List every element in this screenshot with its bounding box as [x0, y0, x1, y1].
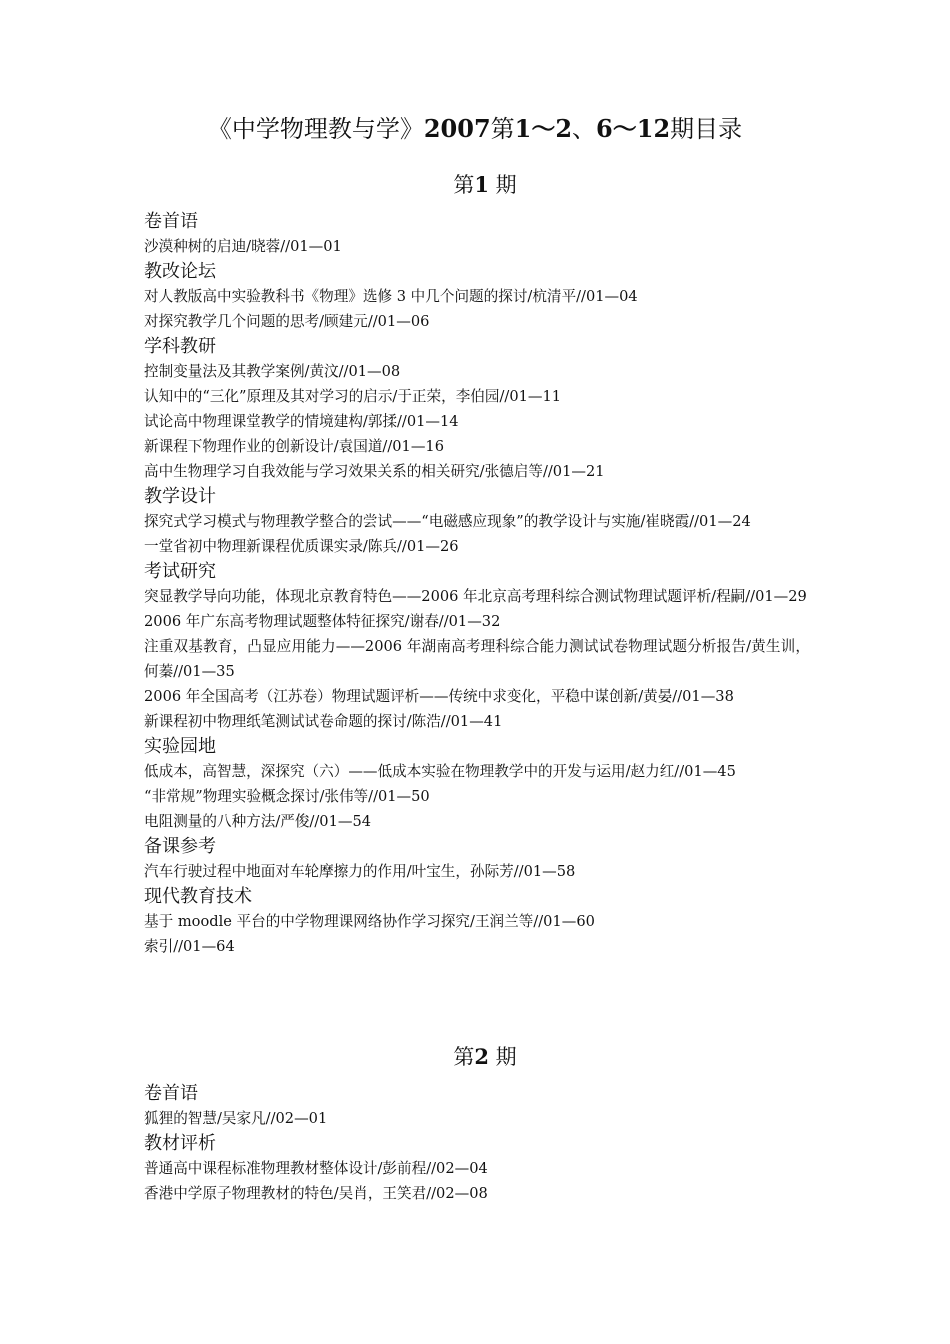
toc-entry: 沙漠种树的启迪/晓蓉//01—01	[144, 238, 342, 255]
toc-entry: 认知中的“三化”原理及其对学习的启示/于正荣，李伯园//01—11	[144, 388, 562, 405]
issue-1-contents	[144, 209, 810, 959]
section-heading: 学科教研	[144, 336, 216, 357]
section-heading: 教改论坛	[144, 261, 216, 282]
title-range-1: 1～2	[514, 114, 573, 143]
section-heading: 考试研究	[144, 561, 216, 582]
toc-entry: 探究式学习模式与物理教学整合的尝试——“电磁感应现象”的教学设计与实施/崔晓霞//01—24	[144, 513, 751, 530]
toc-entry: 对人教版高中实验教科书《物理》选修 3 中几个问题的探讨/杭清平//01—04	[144, 288, 638, 305]
document-title	[0, 112, 950, 146]
toc-entry: 突显教学导向功能，体现北京教育特色——2006 年北京高考理科综合测试物理试题评析/程嗣//01—29	[144, 588, 807, 605]
section-heading: 卷首语	[144, 211, 198, 232]
title-journal-name: 《中学物理教与学》	[207, 115, 424, 143]
toc-entry: 基于 moodle 平台的中学物理课网络协作学习探究/王润兰等//01—60	[144, 913, 595, 930]
toc-entry: 新课程初中物理纸笔测试试卷命题的探讨/陈浩//01—41	[144, 713, 503, 730]
section-heading: 教学设计	[144, 486, 216, 507]
section-heading: 现代教育技术	[144, 886, 252, 907]
issue-heading-pre: 第	[453, 1045, 475, 1069]
issue-2-heading	[0, 1042, 950, 1072]
toc-entry: 2006 年全国高考（江苏卷）物理试题评析——传统中求变化，平稳中谋创新/黄晏//01—38	[144, 688, 734, 705]
toc-entry: 狐狸的智慧/吴家凡//02—01	[144, 1110, 328, 1127]
toc-entry: 新课程下物理作业的创新设计/袁国道//01—16	[144, 438, 444, 455]
toc-entry: 汽车行驶过程中地面对车轮摩擦力的作用/叶宝生，孙际芳//01—58	[144, 863, 576, 880]
toc-entry: 一堂省初中物理新课程优质课实录/陈兵//01—26	[144, 538, 459, 555]
section-heading: 教材评析	[144, 1133, 216, 1154]
toc-entry: 索引//01—64	[144, 938, 235, 955]
toc-entry: 普通高中课程标准物理教材整体设计/彭前程//02—04	[144, 1160, 488, 1177]
issue-1-heading	[0, 170, 950, 200]
toc-entry: 控制变量法及其教学案例/黄汶//01—08	[144, 363, 401, 380]
title-year: 2007	[423, 114, 491, 143]
toc-entry: 高中生物理学习自我效能与学习效果关系的相关研究/张德启等//01—21	[144, 463, 605, 480]
section-heading: 实验园地	[144, 736, 216, 757]
toc-entry: 电阻测量的八种方法/严俊//01—54	[144, 813, 372, 830]
section-heading: 卷首语	[144, 1083, 198, 1104]
title-separator: 、	[572, 115, 597, 143]
title-tail: 期目录	[670, 115, 743, 143]
toc-entry: 香港中学原子物理教材的特色/吴肖，王笑君//02—08	[144, 1185, 488, 1202]
section-heading: 备课参考	[144, 836, 216, 857]
issue-heading-post: 期	[495, 173, 517, 197]
title-di: 第	[490, 115, 515, 143]
issue-heading-pre: 第	[453, 173, 475, 197]
issue-number: 2	[474, 1044, 489, 1069]
issue-heading-post: 期	[495, 1045, 517, 1069]
issue-2-contents	[144, 1081, 810, 1206]
toc-entry: “非常规”物理实验概念探讨/张伟等//01—50	[144, 788, 430, 805]
toc-entry: 低成本，高智慧，深探究（六）——低成本实验在物理教学中的开发与运用/赵力红//01—45	[144, 763, 736, 780]
toc-entry: 试论高中物理课堂教学的情境建构/郭揉//01—14	[144, 413, 459, 430]
title-range-2: 6～12	[596, 114, 671, 143]
toc-entry: 2006 年广东高考物理试题整体特征探究/谢春//01—32	[144, 613, 501, 630]
toc-entry: 对探究教学几个问题的思考/顾建元//01—06	[144, 313, 430, 330]
toc-entry: 注重双基教育，凸显应用能力——2006 年湖南高考理科综合能力测试试卷物理试题分析报告/黄生训，何蓁//01—35	[144, 638, 810, 680]
issue-number: 1	[474, 172, 489, 197]
